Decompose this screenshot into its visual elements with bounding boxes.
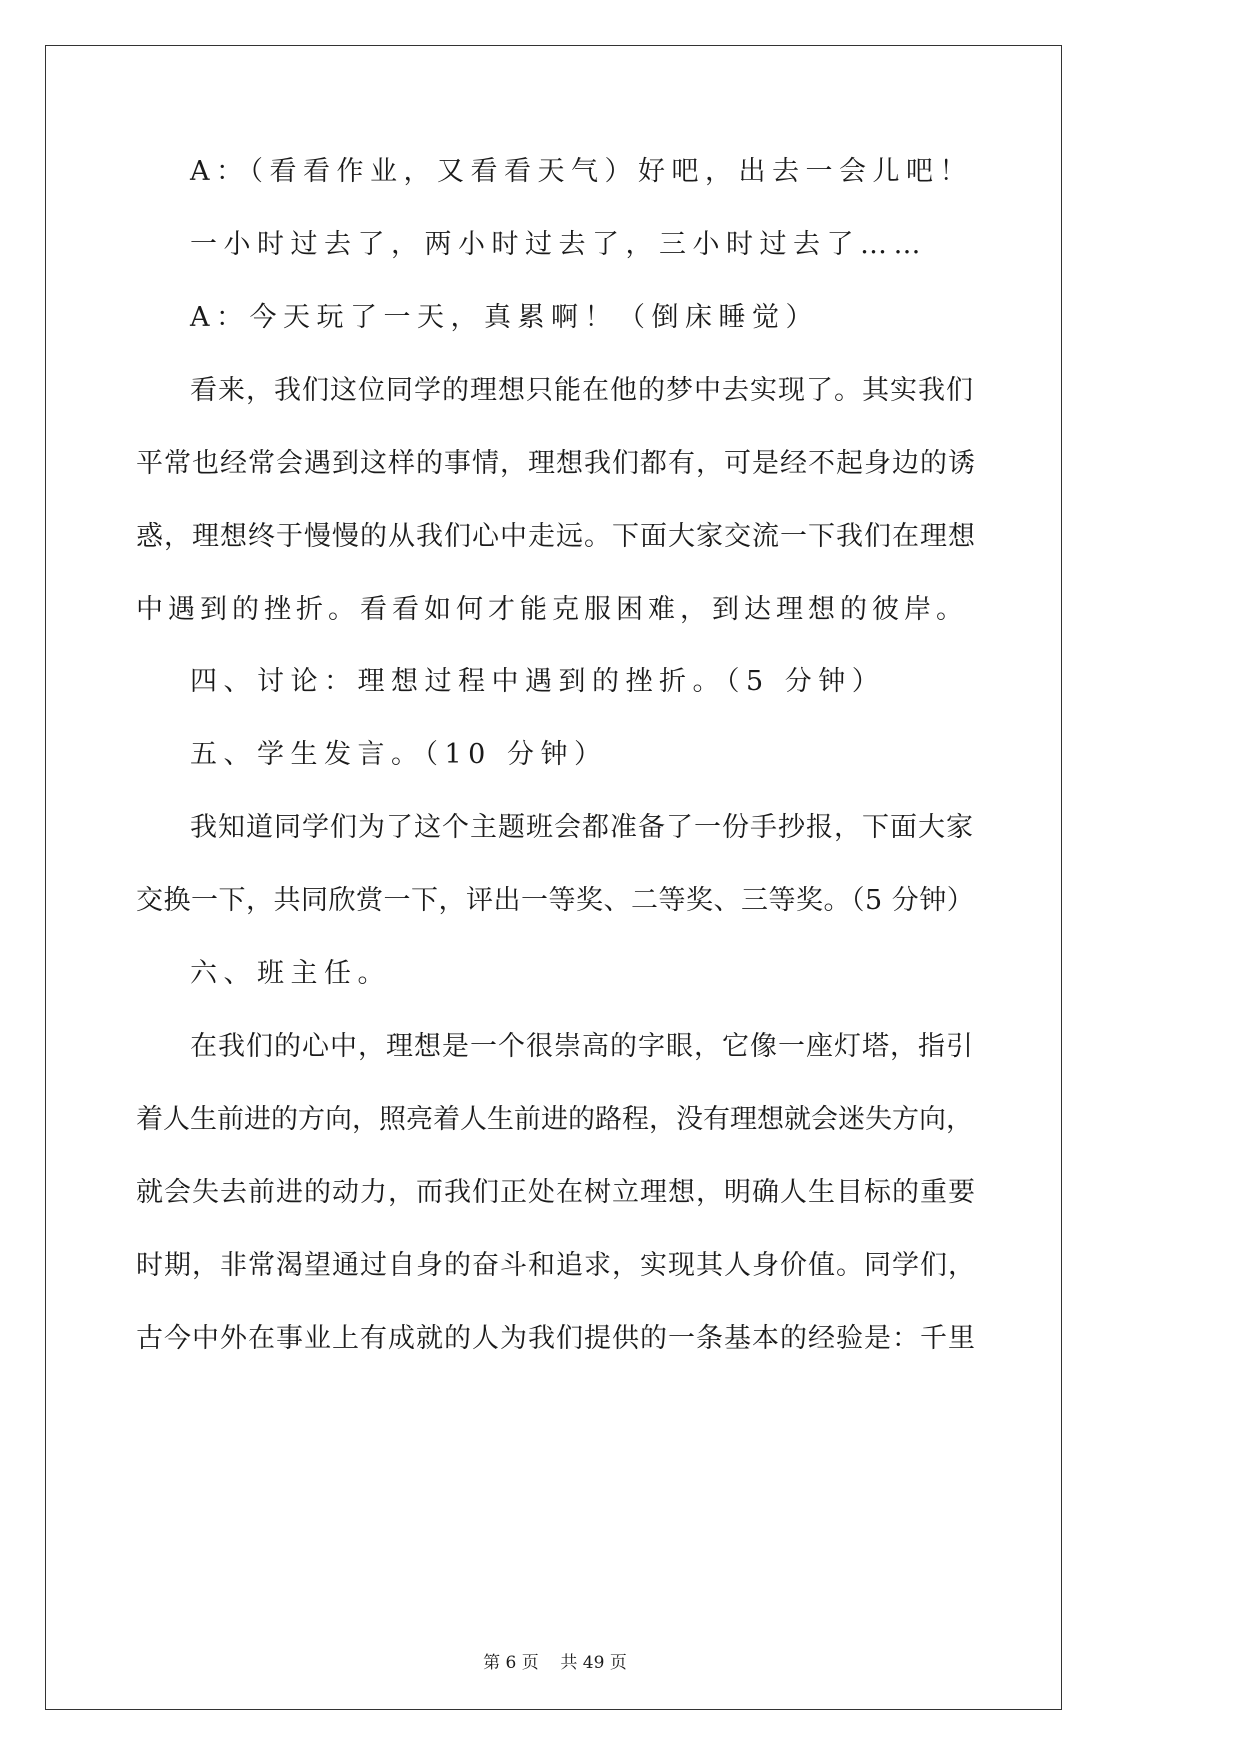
section-heading-4: 四、讨论：理想过程中遇到的挫折。（5 分钟） [190,666,886,697]
text-line-10: 我知道同学们为了这个主题班会都准备了一份手抄报，下面大家 [190,812,974,843]
section-heading-6: 六、班主任。 [190,958,391,989]
text-line-5: 平常也经常会遇到这样的事情，理想我们都有，可是经不起身边的诱 [136,448,976,479]
text-line-1: A：（看看作业，又看看天气）好吧，出去一会儿吧！ [190,156,973,187]
text-line-7: 中遇到的挫折。看看如何才能克服困难，到达理想的彼岸。 [136,594,968,625]
text-line-6: 惑，理想终于慢慢的从我们心中走远。下面大家交流一下我们在理想 [136,521,976,552]
text-line-15: 就会失去前进的动力，而我们正处在树立理想，明确人生目标的重要 [136,1177,976,1208]
page-number-footer: 第 6 页 共 49 页 [483,1653,627,1673]
text-line-4: 看来，我们这位同学的理想只能在他的梦中去实现了。其实我们 [190,375,974,406]
text-line-2: 一小时过去了，两小时过去了，三小时过去了…… [190,229,927,260]
page-border [45,45,1062,1710]
text-line-11: 交换一下，共同欣赏一下，评出一等奖、二等奖、三等奖。（5 分钟） [136,885,975,916]
text-line-3: A：今天玩了一天，真累啊！（倒床睡觉） [190,302,819,333]
text-line-16: 时期，非常渴望通过自身的奋斗和追求，实现其人身价值。同学们， [136,1250,976,1281]
text-line-14: 着人生前进的方向，照亮着人生前进的路程，没有理想就会迷失方向， [136,1104,973,1135]
text-line-13: 在我们的心中，理想是一个很崇高的字眼，它像一座灯塔，指引 [190,1031,974,1062]
section-heading-5: 五、学生发言。（10 分钟） [190,739,608,770]
text-line-17: 古今中外在事业上有成就的人为我们提供的一条基本的经验是：千里 [136,1323,976,1354]
